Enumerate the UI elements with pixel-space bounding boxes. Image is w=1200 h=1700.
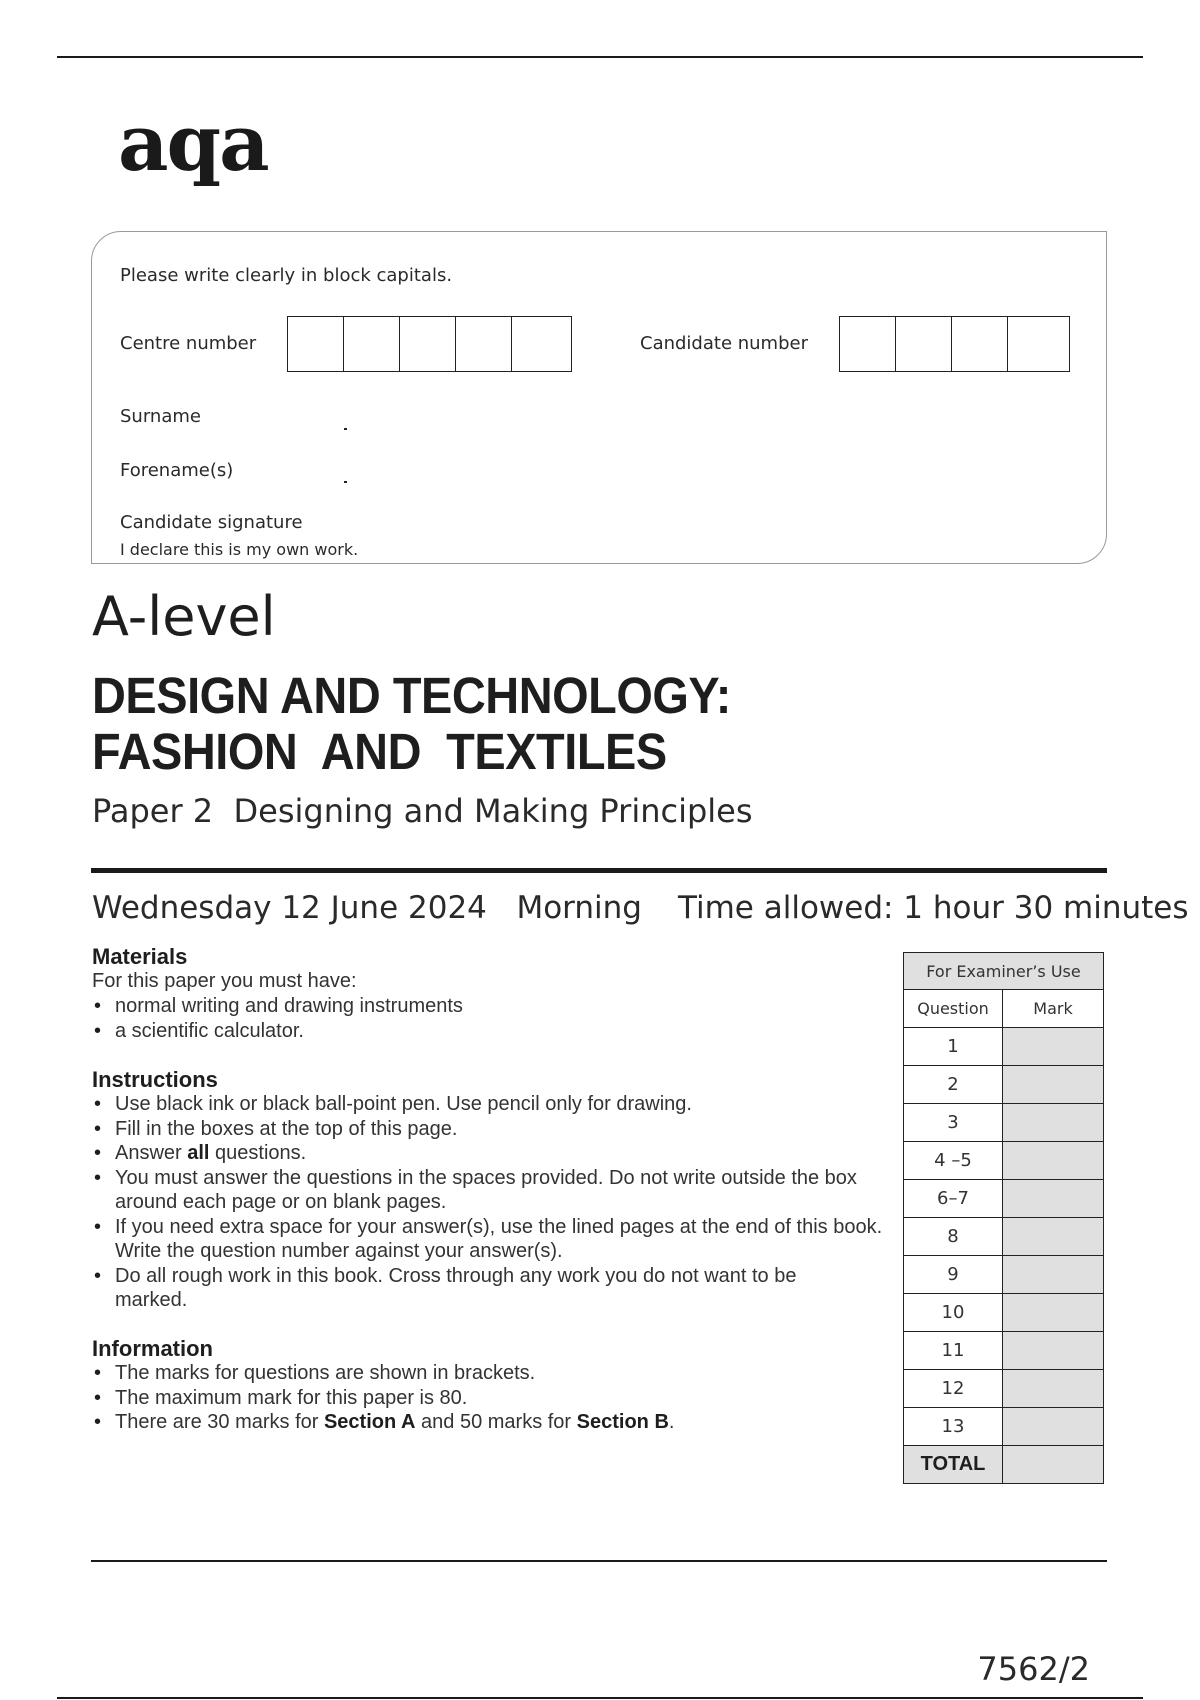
block-capitals-instruction: Please write clearly in block capitals. [120, 265, 453, 286]
table-row [904, 1180, 1104, 1218]
text-segment: Answer [115, 1142, 188, 1164]
examiner-table-title: For Examiner’s Use [904, 953, 1104, 990]
mark-cell [1003, 1142, 1104, 1180]
bold-text: Section B [576, 1411, 669, 1433]
table-row [904, 1370, 1104, 1408]
surname-label: Surname [120, 406, 201, 427]
list-item: • Use black ink or black ball-point pen. Use pencil only for drawing. [92, 1092, 892, 1117]
qualification-level: A-level [92, 585, 276, 648]
table-row [904, 1104, 1104, 1142]
table-row [904, 1066, 1104, 1104]
exam-date: Wednesday 12 June 2024 Morning [92, 890, 642, 926]
information-list [92, 1361, 892, 1435]
mark-cell [1003, 1370, 1104, 1408]
bold-text: all [187, 1142, 210, 1164]
materials-intro: For this paper you must have: [92, 970, 357, 992]
list-item: • normal writing and drawing instruments [92, 994, 892, 1019]
signature-label: Candidate signature [120, 512, 303, 533]
question-number-cell: 2 [904, 1066, 1003, 1104]
candidate-number-box[interactable] [1008, 317, 1064, 371]
question-number-cell: 11 [904, 1332, 1003, 1370]
centre-number-box[interactable] [456, 317, 512, 371]
list-item: • If you need extra space for your answer(s), use the lined pages at the end of this book. Write the question number against your answer(s). [92, 1215, 892, 1264]
question-number-cell: 13 [904, 1408, 1003, 1446]
candidate-details-panel [91, 231, 1107, 564]
question-number-cell: 3 [904, 1104, 1003, 1142]
table-row [904, 1332, 1104, 1370]
examiner-use-table [903, 952, 1104, 1484]
paper-title: Paper 2 Designing and Making Principles [92, 792, 753, 830]
question-number-cell: 6–7 [904, 1180, 1003, 1218]
bottom-rule [91, 1560, 1107, 1562]
forenames-label: Forename(s) [120, 460, 234, 481]
total-mark-cell [1003, 1446, 1104, 1484]
thick-rule [91, 868, 1107, 873]
text-segment: and 50 marks for [415, 1411, 577, 1433]
table-row [904, 1294, 1104, 1332]
question-number-cell: 8 [904, 1218, 1003, 1256]
question-number-cell: 4 –5 [904, 1142, 1003, 1180]
question-number-cell: 9 [904, 1256, 1003, 1294]
surname-field[interactable] [344, 428, 347, 430]
information-heading: Information [92, 1336, 213, 1361]
materials-list [92, 994, 892, 1043]
materials-heading: Materials [92, 944, 188, 969]
bold-text: Section A [323, 1411, 416, 1433]
centre-number-box[interactable] [400, 317, 456, 371]
instructions-list [92, 1092, 892, 1313]
candidate-number-box[interactable] [840, 317, 896, 371]
footer-rule [57, 1697, 1143, 1699]
aqa-logo: aqa [118, 98, 268, 189]
centre-number-box[interactable] [512, 317, 568, 371]
declaration-text: I declare this is my own work. [120, 540, 359, 559]
mark-cell [1003, 1294, 1104, 1332]
instructions-heading: Instructions [92, 1067, 218, 1092]
text-segment: There are 30 marks for [115, 1411, 324, 1433]
mark-cell [1003, 1218, 1104, 1256]
mark-cell [1003, 1256, 1104, 1294]
candidate-number-boxes[interactable] [839, 316, 1070, 372]
question-number-cell: 1 [904, 1028, 1003, 1066]
top-rule [57, 56, 1143, 58]
table-row [904, 1408, 1104, 1446]
list-item: • Fill in the boxes at the top of this page. [92, 1117, 892, 1142]
mark-cell [1003, 1332, 1104, 1370]
subject-title-line1: DESIGN AND TECHNOLOGY: [92, 667, 731, 724]
total-label: TOTAL [904, 1446, 1003, 1484]
candidate-number-box[interactable] [952, 317, 1008, 371]
list-item: • The marks for questions are shown in brackets. [92, 1361, 892, 1386]
list-item: • You must answer the questions in the spaces provided. Do not write outside the box around each page or on blank pages. [92, 1166, 892, 1215]
table-row [904, 1142, 1104, 1180]
centre-number-boxes[interactable] [287, 316, 572, 372]
mark-cell [1003, 1408, 1104, 1446]
list-item: • The maximum mark for this paper is 80. [92, 1386, 892, 1411]
table-row [904, 1028, 1104, 1066]
mark-cell [1003, 1066, 1104, 1104]
centre-number-box[interactable] [344, 317, 400, 371]
question-number-cell: 10 [904, 1294, 1003, 1332]
text-segment: . [668, 1411, 675, 1433]
mark-column-header: Mark [1003, 990, 1104, 1028]
centre-number-label: Centre number [120, 333, 257, 354]
mark-cell [1003, 1028, 1104, 1066]
centre-number-box[interactable] [288, 317, 344, 371]
candidate-number-box[interactable] [896, 317, 952, 371]
mark-cell [1003, 1104, 1104, 1142]
mark-cell [1003, 1180, 1104, 1218]
subject-title-line2: FASHION AND TEXTILES [92, 723, 667, 780]
table-row [904, 1256, 1104, 1294]
list-item [92, 1410, 892, 1435]
question-number-cell: 12 [904, 1370, 1003, 1408]
text-segment: questions. [209, 1142, 307, 1164]
question-column-header: Question [904, 990, 1003, 1028]
list-item: • a scientific calculator. [92, 1019, 892, 1044]
paper-code: 7562/2 [977, 1650, 1090, 1688]
forenames-field[interactable] [344, 481, 347, 483]
time-allowed: Time allowed: 1 hour 30 minutes [678, 890, 1189, 926]
candidate-number-label: Candidate number [640, 333, 808, 354]
total-row [904, 1446, 1104, 1484]
subject-title [92, 668, 731, 780]
list-item [92, 1141, 892, 1166]
table-row [904, 1218, 1104, 1256]
list-item: • Do all rough work in this book. Cross through any work you do not want to be marked. [92, 1264, 892, 1313]
